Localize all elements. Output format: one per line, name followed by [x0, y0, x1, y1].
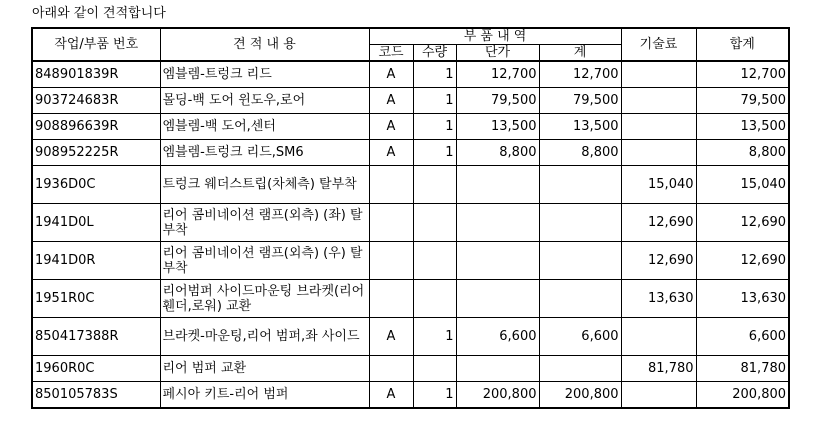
- table-row: [32, 382, 789, 409]
- table-row: [32, 204, 789, 242]
- cell-description: 몰딩-백 도어 윈도우,로어: [160, 88, 369, 114]
- cell-description: 리어범퍼 사이드마운팅 브라켓(리어휀더,로워) 교환: [160, 280, 369, 318]
- cell-total: 200,800: [696, 382, 789, 409]
- table-row: [32, 88, 789, 114]
- cell-total: 12,700: [696, 61, 789, 88]
- table-row: [32, 318, 789, 356]
- cell-code: A: [369, 88, 413, 114]
- cell-total: 8,800: [696, 140, 789, 166]
- col-sum: 계: [539, 45, 621, 62]
- cell-description: 페시아 키트-리어 범퍼: [160, 382, 369, 409]
- cell-sum: 200,800: [539, 382, 621, 409]
- cell-labor: 12,690: [621, 204, 696, 242]
- cell-sum: 13,500: [539, 114, 621, 140]
- cell-part-no: 1936D0C: [32, 166, 160, 204]
- cell-unit-price: 6,600: [456, 318, 539, 356]
- cell-part-no: 1941D0L: [32, 204, 160, 242]
- cell-unit-price: [456, 280, 539, 318]
- cell-labor: 81,780: [621, 356, 696, 382]
- cell-part-no: 903724683R: [32, 88, 160, 114]
- cell-total: 12,690: [696, 204, 789, 242]
- cell-description: 엠블렘-트렁크 리드: [160, 61, 369, 88]
- cell-part-no: 848901839R: [32, 61, 160, 88]
- table-row: [32, 242, 789, 280]
- table-row: [32, 166, 789, 204]
- cell-code: A: [369, 61, 413, 88]
- cell-labor: [621, 318, 696, 356]
- cell-total: 12,690: [696, 242, 789, 280]
- cell-labor: [621, 88, 696, 114]
- col-labor: 기술료: [621, 28, 696, 61]
- cell-code: A: [369, 140, 413, 166]
- cell-sum: [539, 242, 621, 280]
- cell-labor: [621, 140, 696, 166]
- col-description: 견 적 내 용: [160, 28, 369, 61]
- cell-labor: [621, 114, 696, 140]
- cell-sum: [539, 166, 621, 204]
- cell-part-no: 850105783S: [32, 382, 160, 409]
- cell-sum: [539, 280, 621, 318]
- cell-unit-price: 12,700: [456, 61, 539, 88]
- col-parts-details: 부 품 내 역: [369, 28, 621, 45]
- cell-sum: 8,800: [539, 140, 621, 166]
- cell-total: 15,040: [696, 166, 789, 204]
- cell-qty: [413, 356, 456, 382]
- cell-part-no: 1960R0C: [32, 356, 160, 382]
- cell-unit-price: [456, 204, 539, 242]
- col-total: 합계: [696, 28, 789, 61]
- table-row: [32, 280, 789, 318]
- cell-qty: 1: [413, 61, 456, 88]
- table-row: [32, 114, 789, 140]
- intro-text: 아래와 같이 견적합니다: [32, 6, 166, 21]
- cell-qty: [413, 280, 456, 318]
- cell-sum: [539, 356, 621, 382]
- cell-sum: 6,600: [539, 318, 621, 356]
- table-row: [32, 61, 789, 88]
- col-work-part-no: 작업/부품 번호: [32, 28, 160, 61]
- cell-description: 리어 콤비네이션 램프(외측) (우) 탈부착: [160, 242, 369, 280]
- cell-code: [369, 242, 413, 280]
- estimate-table: [31, 27, 790, 409]
- cell-labor: [621, 382, 696, 409]
- cell-labor: 15,040: [621, 166, 696, 204]
- cell-sum: [539, 204, 621, 242]
- cell-qty: [413, 204, 456, 242]
- cell-part-no: 1951R0C: [32, 280, 160, 318]
- cell-description: 리어 범퍼 교환: [160, 356, 369, 382]
- cell-total: 13,500: [696, 114, 789, 140]
- cell-sum: 79,500: [539, 88, 621, 114]
- cell-qty: [413, 242, 456, 280]
- cell-unit-price: 13,500: [456, 114, 539, 140]
- cell-code: [369, 356, 413, 382]
- cell-unit-price: [456, 166, 539, 204]
- cell-unit-price: [456, 242, 539, 280]
- cell-total: 79,500: [696, 88, 789, 114]
- cell-code: [369, 204, 413, 242]
- cell-description: 리어 콤비네이션 램프(외측) (좌) 탈부착: [160, 204, 369, 242]
- cell-qty: [413, 166, 456, 204]
- cell-unit-price: 8,800: [456, 140, 539, 166]
- cell-description: 엠블렘-트렁크 리드,SM6: [160, 140, 369, 166]
- cell-total: 81,780: [696, 356, 789, 382]
- cell-code: A: [369, 382, 413, 409]
- cell-qty: 1: [413, 88, 456, 114]
- cell-sum: 12,700: [539, 61, 621, 88]
- cell-qty: 1: [413, 382, 456, 409]
- cell-part-no: 908896639R: [32, 114, 160, 140]
- table-row: [32, 356, 789, 382]
- cell-labor: 13,630: [621, 280, 696, 318]
- cell-unit-price: 79,500: [456, 88, 539, 114]
- col-qty: 수량: [413, 45, 456, 62]
- col-unit-price: 단가: [456, 45, 539, 62]
- cell-unit-price: 200,800: [456, 382, 539, 409]
- cell-total: 13,630: [696, 280, 789, 318]
- col-code: 코드: [369, 45, 413, 62]
- cell-code: [369, 166, 413, 204]
- cell-description: 엠블렘-백 도어,센터: [160, 114, 369, 140]
- cell-part-no: 1941D0R: [32, 242, 160, 280]
- cell-qty: 1: [413, 114, 456, 140]
- table-row: [32, 140, 789, 166]
- cell-part-no: 850417388R: [32, 318, 160, 356]
- cell-total: 6,600: [696, 318, 789, 356]
- cell-description: 트렁크 웨더스트립(차체측) 탈부착: [160, 166, 369, 204]
- cell-part-no: 908952225R: [32, 140, 160, 166]
- cell-code: A: [369, 318, 413, 356]
- cell-labor: [621, 61, 696, 88]
- cell-qty: 1: [413, 140, 456, 166]
- cell-code: [369, 280, 413, 318]
- cell-qty: 1: [413, 318, 456, 356]
- cell-code: A: [369, 114, 413, 140]
- cell-labor: 12,690: [621, 242, 696, 280]
- cell-unit-price: [456, 356, 539, 382]
- cell-description: 브라켓-마운팅,리어 범퍼,좌 사이드: [160, 318, 369, 356]
